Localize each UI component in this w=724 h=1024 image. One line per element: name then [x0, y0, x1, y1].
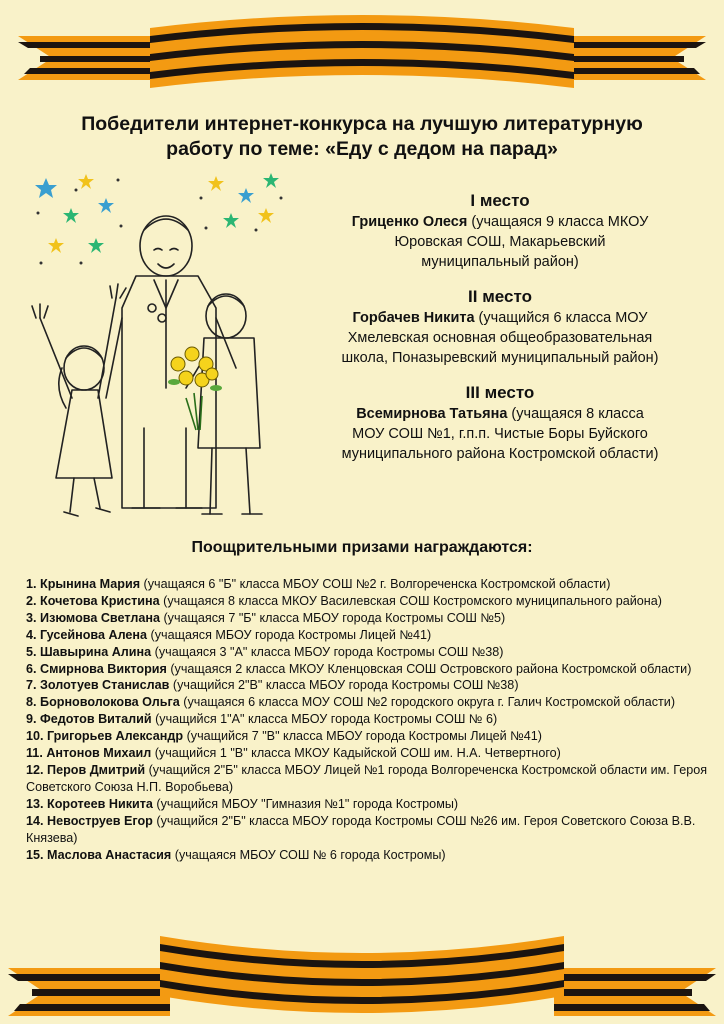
prize-winner-detail: (учащаяся 8 класса МКОУ Василевская СОШ Костромского муниципального района) — [159, 593, 662, 608]
prize-winner-detail: (учащийся 1 "В" класса МКОУ Кадыйской СОШ им. Н.А. Четвертного) — [151, 746, 561, 761]
winners-places — [300, 190, 700, 478]
prize-number: 3. — [26, 610, 37, 625]
prize-winner-name: Григорьев Александр — [47, 729, 184, 744]
prize-winner-name: Изюмова Светлана — [40, 610, 160, 625]
prize-winner-detail: (учащаяся МБОУ города Костромы Лицей №41) — [147, 627, 432, 642]
place-second — [300, 286, 700, 368]
page-title — [30, 112, 694, 162]
list-item — [26, 644, 710, 661]
prize-winner-detail: (учащаяся 7 "Б" класса МБОУ города Костромы СОШ №5) — [159, 610, 506, 625]
list-item — [26, 627, 710, 644]
list-item — [26, 796, 710, 813]
list-item — [26, 711, 710, 728]
prize-number: 1. — [26, 577, 37, 591]
prize-winner-detail: (учащаяся 3 "А" класса МБОУ города Костромы СОШ №38) — [151, 644, 504, 659]
prize-list — [26, 576, 710, 863]
prize-winner-name: Шавырина Алина — [40, 644, 152, 659]
prize-winner-detail: (учащийся 1"А" класса МБОУ города Костромы СОШ № 6) — [151, 712, 498, 727]
prize-winner-detail: (учащийся 7 "В" класса МБОУ города Костромы Лицей №41) — [183, 729, 542, 744]
prize-winner-detail: (учащийся 2"В" класса МБОУ города Костромы СОШ №38) — [169, 678, 519, 693]
list-item — [26, 610, 710, 627]
place-description: Горбачев Никита (учащийся 6 класса МОУ Хмелевская основная общеобразовательная школа, Поназыревский муниципальный район) — [341, 310, 659, 366]
prize-winner-detail: (учащийся 2"Б" класса МБОУ города Костромы СОШ №26 им. Героя Советского Союза В.В. Князева) — [26, 813, 696, 845]
prize-winner-name: Антонов Михаил — [46, 746, 152, 761]
title-line-2: работу по теме: «Еду с дедом на парад» — [166, 138, 558, 160]
list-item — [26, 694, 710, 711]
prize-winner-name: Кочетова Кристина — [40, 593, 160, 608]
prize-winner-detail: (учащийся МБОУ "Гимназия №1" города Костромы) — [152, 796, 459, 811]
prize-number: 7. — [26, 678, 37, 693]
place-description: Гриценко Олеся (учащаяся 9 класса МКОУ Юровская СОШ, Макарьевский муниципальный район) — [351, 214, 649, 270]
prize-number: 10. — [26, 729, 44, 744]
st-george-ribbon-bottom — [0, 928, 724, 1024]
list-item — [26, 728, 710, 745]
prize-number: 9. — [26, 712, 37, 727]
prize-winner-name: Федотов Виталий — [40, 712, 152, 727]
prize-winner-detail: (учащаяся 6 "Б" класса МБОУ СОШ №2 г. Волгореченска Костромской области) — [140, 577, 611, 591]
list-item — [26, 593, 710, 610]
prize-number: 15. — [26, 847, 44, 862]
prize-winner-name: Невоструев Егор — [47, 813, 153, 828]
st-george-ribbon-top — [0, 6, 724, 92]
list-item — [26, 745, 710, 762]
place-title: III место — [465, 383, 535, 402]
prize-winner-detail: (учащаяся 2 класса МКОУ Кленцовская СОШ Островского района Костромской области) — [166, 661, 692, 676]
title-line-1: Победители интернет-конкурса на лучшую литературную — [81, 113, 643, 135]
prize-number: 6. — [26, 661, 37, 676]
prize-number: 12. — [26, 762, 44, 777]
place-title: II место — [468, 287, 532, 306]
prize-winner-detail: (учащаяся 6 класса МОУ СОШ №2 городского округа г. Галич Костромской области) — [179, 695, 676, 710]
list-item — [26, 661, 710, 678]
prize-number: 8. — [26, 695, 37, 710]
list-item — [26, 813, 710, 847]
flower-bouquet-icon — [168, 347, 222, 430]
star-icon — [35, 173, 279, 253]
list-item — [26, 762, 710, 796]
prizes-heading: Поощрительными призами награждаются: — [191, 539, 533, 556]
prize-winner-name: Маслова Анастасия — [47, 847, 172, 862]
prize-number: 4. — [26, 627, 37, 642]
winner-name: Горбачев Никита — [352, 310, 475, 326]
prize-number: 5. — [26, 644, 37, 659]
grandfather-with-children-illustration — [26, 168, 296, 530]
prize-winner-name: Перов Дмитрий — [47, 762, 146, 777]
winner-name: Гриценко Олеся — [351, 214, 468, 230]
prize-winner-name: Коротеев Никита — [47, 796, 153, 811]
place-third — [300, 382, 700, 464]
prize-winner-name: Золотуев Станислав — [40, 678, 170, 693]
prize-number: 14. — [26, 813, 44, 828]
place-first — [300, 190, 700, 272]
list-item — [26, 677, 710, 694]
prize-winner-name: Смирнова Виктория — [40, 661, 167, 676]
list-item — [26, 847, 710, 864]
prize-winner-name: Крынина Мария — [40, 577, 141, 591]
place-title: I место — [470, 191, 530, 210]
prize-number: 11. — [26, 746, 43, 761]
list-item — [26, 576, 710, 593]
prize-winner-detail: (учащаяся МБОУ СОШ № 6 города Костромы) — [171, 847, 446, 862]
prize-winner-detail: (учащийся 2"Б" класса МБОУ Лицей №1 города Волгореченска Костромской области им. Героя Советского Союза Н.П. Воробьева) — [26, 762, 708, 794]
place-description: Всемирнова Татьяна (учащаяся 8 класса МОУ СОШ №1, г.п.п. Чистые Боры Буйского муниципального района Костромской области) — [341, 406, 659, 462]
winner-name: Всемирнова Татьяна — [356, 406, 508, 422]
prize-number: 13. — [26, 796, 44, 811]
prize-winner-name: Гусейнова Алена — [40, 627, 148, 642]
prize-number: 2. — [26, 593, 37, 608]
prize-winner-name: Борноволокова Ольга — [40, 695, 180, 710]
